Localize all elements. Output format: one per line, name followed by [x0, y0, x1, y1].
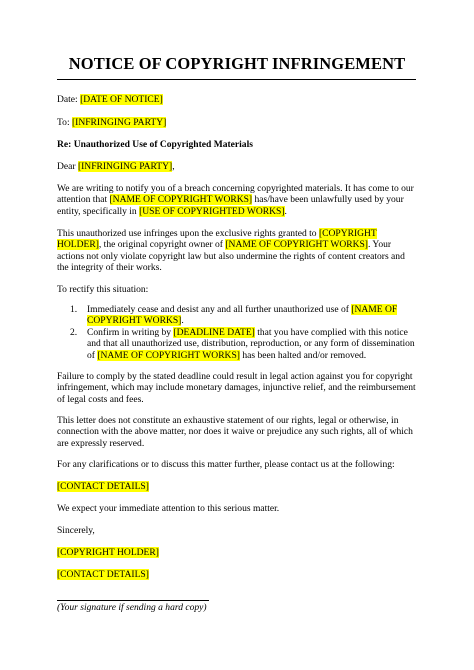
list-number: 1. [70, 304, 78, 315]
text-run: Confirm in writing by [87, 326, 174, 338]
works-use-placeholder: [USE OF COPYRIGHTED WORKS] [139, 205, 285, 217]
salutation-placeholder: [INFRINGING PARTY] [77, 161, 173, 172]
text-run: attention that [57, 194, 110, 206]
contact-details-line [57, 481, 416, 492]
text-run: , the original copyright owner of [98, 239, 226, 251]
list-line [87, 304, 416, 315]
date-line [57, 94, 416, 105]
to-line [57, 117, 416, 128]
paragraph-notification [57, 183, 416, 217]
salutation-comma: , [172, 161, 175, 172]
text-run: . [181, 315, 184, 327]
text-run: of [87, 349, 98, 361]
text-run: entity, specifically in [57, 205, 140, 217]
text-run: has/have been unlawfully used by your [252, 194, 404, 206]
text-run: Immediately cease and desist any and all further unauthorized use of [87, 304, 352, 315]
works-name-placeholder: [NAME OF COPYRIGHT WORKS] [109, 194, 253, 206]
copyright-holder-placeholder: [COPYRIGHT HOLDER] [57, 547, 159, 558]
list-line [87, 350, 416, 361]
paragraph-consequences [57, 371, 416, 405]
subject-line: Re: Unauthorized Use of Copyrighted Materials [57, 139, 253, 150]
to-label: To: [57, 117, 70, 128]
paragraph-line [57, 228, 416, 239]
paragraph-line [57, 206, 416, 217]
copyright-holder-placeholder: [COPYRIGHT [318, 228, 377, 239]
expect-attention: We expect your immediate attention to this serious matter. [57, 503, 280, 514]
paragraph-line: connection with the above matter, nor does it waive or prejudice any such rights, all of which [57, 426, 413, 438]
text-run: This unauthorized use infringes upon the exclusive rights granted to [57, 228, 319, 239]
document-title: NOTICE OF COPYRIGHT INFRINGEMENT [68, 54, 406, 73]
list-line [87, 327, 416, 338]
list-item [57, 304, 416, 327]
to-placeholder: [INFRINGING PARTY] [71, 117, 167, 128]
salutation [57, 161, 416, 172]
demands-list [57, 304, 416, 361]
paragraph-line: are expressly reserved. [57, 437, 145, 449]
signature-note: (Your signature if sending a hard copy) [57, 602, 207, 613]
paragraph-line: Failure to comply by the stated deadline could result in legal action against you for copyright [57, 371, 413, 382]
rectify-intro: To rectify this situation: [57, 284, 149, 295]
list-number: 2. [70, 326, 78, 338]
paragraph-line: This letter does not constitute an exhaustive statement of our rights, legal or otherwise, in [57, 415, 399, 426]
works-name-placeholder: [NAME OF COPYRIGHT WORKS] [225, 239, 368, 251]
text-run: that you have complied with this notice [254, 326, 408, 338]
title-underline [57, 79, 416, 80]
contact-intro: For any clarifications or to discuss this matter further, please contact us at the following: [57, 459, 395, 470]
deadline-placeholder: [DEADLINE DATE] [173, 326, 255, 338]
list-line: and that all unauthorized use, distribution, reproduction, or any form of dissemination [87, 338, 415, 350]
paragraph-line [57, 239, 416, 250]
works-name-placeholder-cont: COPYRIGHT WORKS] [87, 315, 182, 327]
contact-details-line [57, 569, 416, 580]
paragraph-line: infringement, which may include monetary damages, injunctive relief, and the reimbursement [57, 382, 416, 394]
salutation-text: Dear [57, 161, 78, 172]
paragraph-line: of legal costs and fees. [57, 393, 144, 405]
list-line [87, 315, 416, 326]
text-run: has been halted and/or removed. [239, 349, 367, 361]
paragraph-line: the integrity of their works. [57, 262, 162, 274]
paragraph-reservation [57, 415, 416, 449]
signature-line [57, 600, 209, 601]
list-item [57, 327, 416, 361]
copyright-holder-placeholder-cont: HOLDER] [57, 239, 99, 251]
contact-details-placeholder: [CONTACT DETAILS] [57, 481, 149, 492]
date-placeholder: [DATE OF NOTICE] [80, 94, 163, 105]
text-run: . [284, 205, 287, 217]
closing: Sincerely, [57, 525, 95, 536]
works-name-placeholder: [NAME OF COPYRIGHT WORKS] [97, 349, 240, 361]
paragraph-line [57, 194, 416, 205]
text-run: . Your [367, 239, 392, 251]
paragraph-infringement [57, 228, 416, 274]
paragraph-line: actions not only violate copyright law but also undermine the rights of content creators and [57, 250, 405, 262]
paragraph-line: We are writing to notify you of a breach concerning copyrighted materials. It has come to our [57, 183, 414, 194]
date-label: Date: [57, 94, 78, 105]
holder-line [57, 547, 416, 558]
contact-details-placeholder: [CONTACT DETAILS] [57, 569, 149, 580]
works-name-placeholder: [NAME OF [351, 304, 398, 315]
